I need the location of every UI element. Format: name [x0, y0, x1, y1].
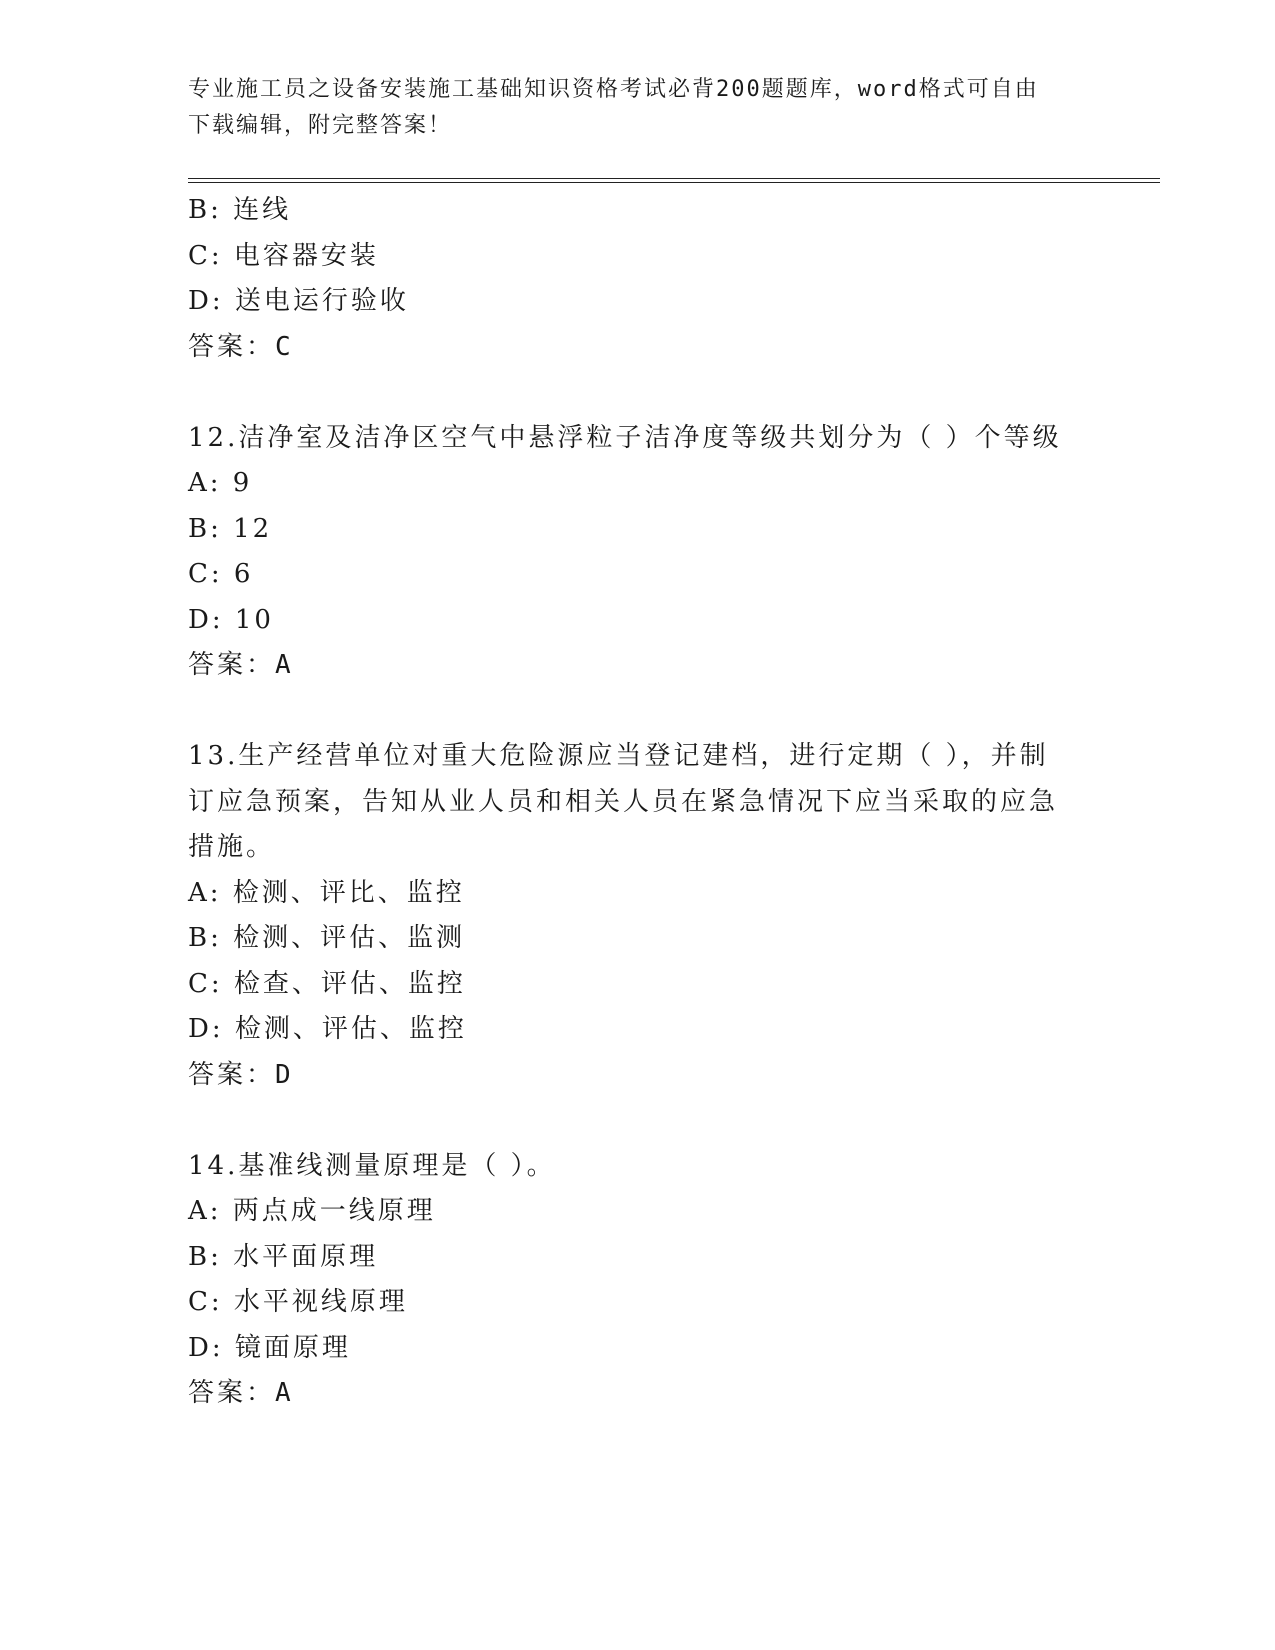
question-stem-line-2: 订应急预案，告知从业人员和相关人员在紧急情况下应当采取的应急 [188, 786, 1059, 817]
option-d: D: 送电运行验收 [188, 286, 409, 316]
question-13 [188, 734, 1068, 1098]
option-b: B: 12 [188, 513, 273, 544]
option-c: C: 检查、评估、监控 [188, 968, 466, 999]
option-d: D: 检测、评估、监控 [188, 1014, 467, 1044]
question-stem-line-3: 措施。 [188, 832, 276, 862]
title-line-2: 下载编辑，附完整答案！ [188, 113, 453, 138]
option-c: C: 电容器安装 [188, 240, 379, 271]
document-title [188, 72, 1068, 144]
option-b: B: 水平面原理 [188, 1241, 379, 1272]
option-a: A: 9 [188, 468, 253, 498]
header-rule-bottom [188, 182, 1160, 183]
option-c: C: 6 [188, 559, 254, 589]
option-d: D: 10 [188, 604, 274, 635]
answer-line: 答案：D [188, 1059, 294, 1090]
question-stem-line-1: 13.生产经营单位对重大危险源应当登记建档，进行定期（ ），并制 [188, 741, 1049, 771]
answer-line: 答案：A [188, 1378, 294, 1408]
question-content [188, 188, 1068, 1417]
option-a: A: 两点成一线原理 [188, 1196, 436, 1226]
option-c: C: 水平视线原理 [188, 1287, 408, 1317]
option-a: A: 检测、评比、监控 [188, 877, 465, 908]
option-b: B: 连线 [188, 195, 292, 225]
header-rule-top [188, 178, 1160, 179]
answer-line: 答案：A [188, 650, 294, 680]
question-14 [188, 1144, 1068, 1417]
option-d: D: 镜面原理 [188, 1332, 351, 1363]
option-b: B: 检测、评估、监测 [188, 923, 466, 953]
title-line-1: 专业施工员之设备安装施工基础知识资格考试必背200题题库，word格式可自由 [188, 77, 1039, 102]
question-11-continued [188, 188, 1068, 370]
question-stem: 12.洁净室及洁净区空气中悬浮粒子洁净度等级共划分为（ ）个等级 [188, 422, 1062, 453]
answer-line: 答案：C [188, 331, 294, 362]
question-12 [188, 416, 1068, 689]
question-stem: 14.基准线测量原理是（ ）。 [188, 1150, 556, 1181]
